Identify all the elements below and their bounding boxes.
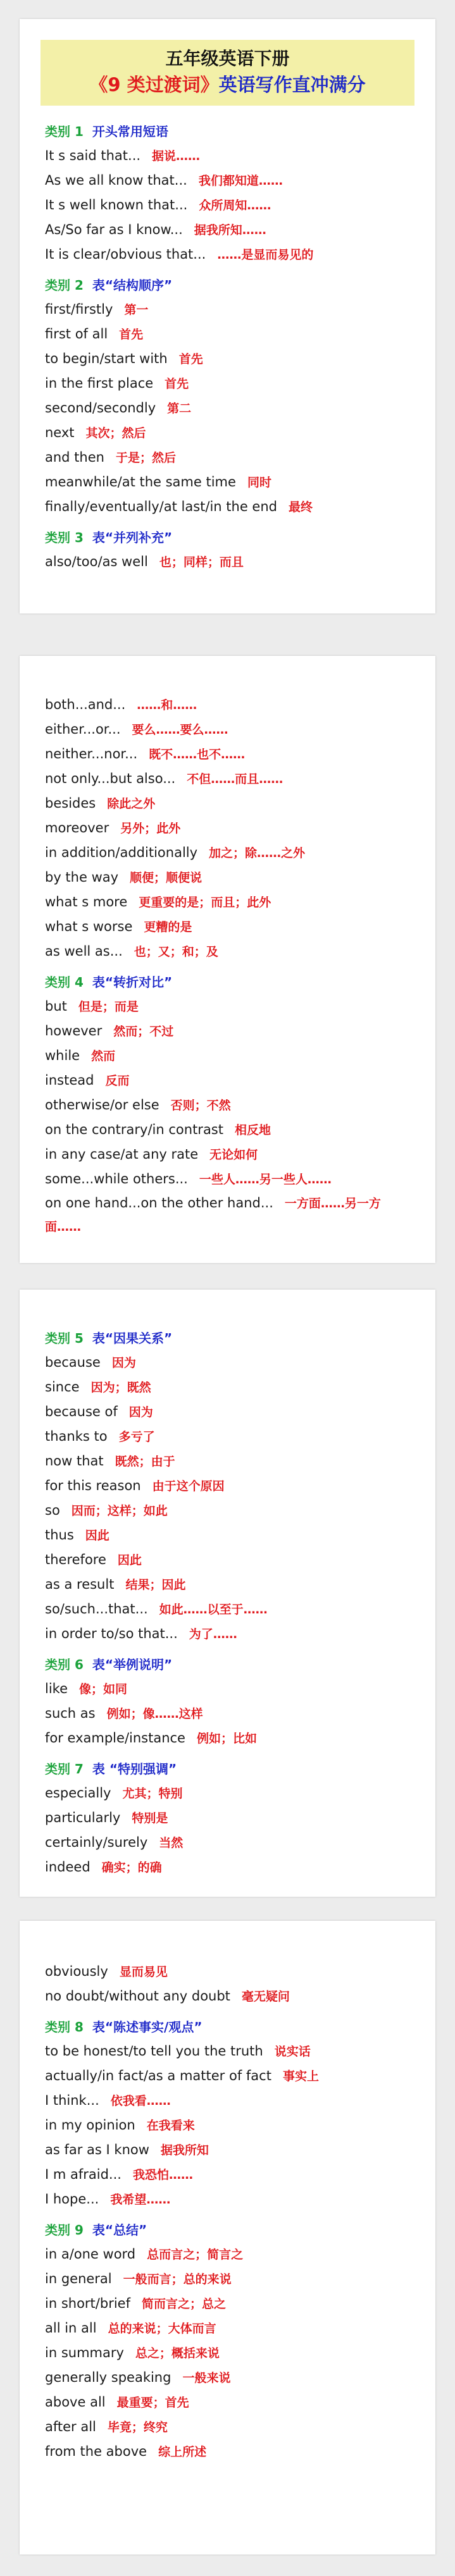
phrase-row — [45, 1701, 410, 1726]
category-heading — [45, 1757, 410, 1781]
category-name: 开头常用短语 — [92, 124, 168, 139]
category-label: 类别 2 — [45, 278, 84, 293]
phrase-english: in the first place — [45, 376, 154, 391]
phrase-chinese: 一方面……另一方面…… — [45, 1197, 381, 1234]
phrase-chinese: 当然 — [159, 1836, 184, 1850]
phrase-row — [45, 1677, 410, 1701]
phrase-english: in summary — [45, 2345, 124, 2360]
phrase-chinese: 但是；而是 — [78, 1000, 139, 1014]
phrase-chinese: 总而言之；简言之 — [147, 2248, 244, 2262]
phrase-chinese: 总的来说；大体而言 — [108, 2322, 216, 2336]
title-banner — [41, 40, 414, 106]
phrase-row — [45, 915, 410, 939]
category-heading — [45, 273, 410, 297]
phrase-chinese: 像；如同 — [79, 1682, 128, 1696]
section-c7 — [45, 1757, 410, 1880]
phrase-chinese: 总之；概括来说 — [135, 2346, 220, 2360]
phrase-chinese: 相反地 — [234, 1123, 271, 1137]
phrase-english: first/firstly — [45, 302, 113, 317]
phrase-row — [45, 550, 410, 574]
phrase-chinese: 尤其；特别 — [122, 1787, 183, 1801]
phrase-chinese: 综上所述 — [158, 2445, 207, 2459]
phrase-chinese: 特别是 — [132, 1811, 168, 1825]
phrase-english: instead — [45, 1073, 94, 1088]
page-card-1 — [20, 19, 435, 613]
category-label: 类别 8 — [45, 2019, 84, 2035]
phrase-row — [45, 1449, 410, 1474]
section-c3 — [45, 526, 410, 574]
phrase-chinese: 既不……也不…… — [149, 748, 246, 761]
phrase-row — [45, 1167, 410, 1192]
phrase-chinese: 也；同样；而且 — [159, 555, 244, 569]
phrase-row — [45, 2316, 410, 2341]
phrase-english: in a/one word — [45, 2246, 136, 2262]
section-c5 — [45, 1326, 410, 1646]
phrase-row — [45, 2415, 410, 2439]
phrase-row — [45, 2187, 410, 2212]
phrase-chinese: 我恐怕…… — [132, 2168, 193, 2182]
phrase-chinese: 确实；的确 — [101, 1861, 162, 1875]
phrase-chinese: 不但……而且…… — [187, 772, 284, 786]
phrase-row — [45, 1830, 410, 1855]
category-label: 类别 7 — [45, 1761, 84, 1777]
phrase-row — [45, 347, 410, 371]
phrase-english: from the above — [45, 2444, 147, 2459]
phrase-english: as far as I know — [45, 2142, 149, 2157]
phrase-row — [45, 890, 410, 915]
phrase-row — [45, 2341, 410, 2365]
phrase-english: obviously — [45, 1964, 108, 1979]
phrase-english: above all — [45, 2394, 106, 2410]
phrase-chinese: 否则；不然 — [170, 1099, 231, 1112]
phrase-english: I hope... — [45, 2191, 99, 2207]
phrase-english: to be honest/to tell you the truth — [45, 2043, 263, 2059]
phrase-chinese: 说实话 — [274, 2045, 311, 2059]
phrase-english: as a result — [45, 1577, 115, 1592]
phrase-row — [45, 421, 410, 445]
phrase-row — [45, 2242, 410, 2267]
phrase-chinese: ……和…… — [137, 698, 197, 712]
phrase-row — [45, 1498, 410, 1523]
subtitle-blue: 英语写作直冲满分 — [218, 74, 366, 96]
phrase-row — [45, 371, 410, 396]
phrase-row — [45, 445, 410, 470]
phrase-chinese: 例如；比如 — [196, 1732, 257, 1746]
phrase-english: because of — [45, 1404, 118, 1419]
phrase-english: but — [45, 999, 67, 1014]
phrase-english: in general — [45, 2271, 112, 2286]
phrase-english: It s well known that... — [45, 197, 188, 213]
phrase-chinese: ……是显而易见的 — [217, 248, 314, 262]
phrase-row — [45, 2390, 410, 2415]
section-c2 — [45, 273, 410, 519]
phrase-row — [45, 218, 410, 242]
phrase-row — [45, 742, 410, 767]
phrase-chinese: 由于这个原因 — [152, 1479, 225, 1493]
phrase-row — [45, 2267, 410, 2291]
phrase-row — [45, 495, 410, 519]
phrase-chinese: 其次；然后 — [85, 426, 146, 440]
phrase-english: such as — [45, 1706, 96, 1721]
phrase-english: for this reason — [45, 1478, 141, 1493]
phrase-chinese: 据我所知 — [160, 2143, 209, 2157]
phrase-row — [45, 939, 410, 964]
phrase-chinese: 顺便；顺便说 — [130, 871, 203, 885]
phrase-english: indeed — [45, 1859, 90, 1875]
phrase-english: to begin/start with — [45, 351, 168, 366]
phrase-row — [45, 865, 410, 890]
category-label: 类别 5 — [45, 1331, 84, 1346]
phrase-chinese: 毕竟；终究 — [107, 2420, 168, 2434]
phrase-chinese: 据说…… — [152, 149, 201, 163]
phrase-chinese: 更糟的是 — [144, 920, 192, 934]
phrase-chinese: 反而 — [105, 1074, 130, 1088]
category-label: 类别 4 — [45, 975, 84, 990]
phrase-chinese: 我希望…… — [110, 2193, 171, 2207]
phrase-chinese: 在我看来 — [146, 2119, 195, 2133]
phrase-row — [45, 144, 410, 168]
phrase-english: however — [45, 1023, 103, 1038]
phrase-row — [45, 693, 410, 717]
phrase-chinese: 因为 — [128, 1405, 153, 1419]
phrase-english: what s more — [45, 894, 128, 909]
phrase-english: As/So far as I know... — [45, 222, 183, 237]
category-label: 类别 1 — [45, 124, 84, 139]
phrase-chinese: 最重要；首先 — [116, 2396, 189, 2410]
phrase-chinese: 例如；像……这样 — [106, 1707, 203, 1721]
category-name: 表“举例说明” — [92, 1657, 173, 1672]
phrase-chinese: 结果；因此 — [125, 1578, 186, 1592]
phrase-chinese: 同时 — [247, 476, 271, 490]
phrase-row — [45, 1400, 410, 1424]
section-c7-continued — [45, 1959, 410, 2009]
phrase-english: I m afraid... — [45, 2167, 122, 2182]
phrase-english: I think... — [45, 2093, 99, 2108]
phrase-chinese: 因为；既然 — [90, 1381, 151, 1395]
phrase-chinese: 于是；然后 — [115, 451, 176, 465]
phrase-english: on the contrary/in contrast — [45, 1122, 223, 1137]
phrase-row — [45, 1597, 410, 1622]
phrase-english: neither...nor... — [45, 746, 138, 761]
phrase-row — [45, 1068, 410, 1093]
phrase-english: like — [45, 1681, 68, 1696]
phrase-row — [45, 717, 410, 742]
phrase-english: also/too/as well — [45, 554, 148, 569]
phrase-chinese: 更重要的是；而且；此外 — [139, 896, 271, 909]
phrase-chinese: 另外；此外 — [120, 822, 181, 835]
phrase-english: in any case/at any rate — [45, 1147, 199, 1162]
category-name: 表“结构顺序” — [92, 278, 173, 293]
phrase-chinese: 最终 — [289, 500, 313, 514]
phrase-chinese: 据我所知…… — [194, 223, 266, 237]
phrase-chinese: 然而；不过 — [113, 1025, 174, 1038]
phrase-english: It s said that... — [45, 148, 141, 163]
phrase-row — [45, 1375, 410, 1400]
section-c9 — [45, 2218, 410, 2464]
phrase-row — [45, 1726, 410, 1751]
category-heading — [45, 526, 410, 550]
phrase-chinese: 首先 — [178, 352, 203, 366]
category-name: 表“并列补充” — [92, 530, 173, 545]
phrase-english: while — [45, 1048, 80, 1063]
phrase-row — [45, 1019, 410, 1044]
phrase-english: not only...but also... — [45, 771, 176, 786]
phrase-english: particularly — [45, 1810, 121, 1825]
phrase-chinese: 我们都知道…… — [198, 174, 283, 188]
phrase-row — [45, 1474, 410, 1498]
category-heading — [45, 2218, 410, 2242]
category-name: 表“因果关系” — [92, 1331, 173, 1346]
phrase-english: what s worse — [45, 919, 133, 934]
phrase-english: for example/instance — [45, 1730, 185, 1746]
phrase-row — [45, 1855, 410, 1880]
phrase-chinese: 如此……以至于…… — [159, 1603, 268, 1617]
phrase-row — [45, 470, 410, 495]
category-name: 表“陈述事实/观点” — [92, 2019, 203, 2035]
phrase-row — [45, 2039, 410, 2064]
phrase-english: As we all know that... — [45, 173, 187, 188]
phrase-row — [45, 1523, 410, 1548]
phrase-english: second/secondly — [45, 400, 156, 416]
phrase-row — [45, 1350, 410, 1375]
phrase-chinese: 因此 — [117, 1553, 142, 1567]
phrase-english: after all — [45, 2419, 96, 2434]
phrase-english: no doubt/without any doubt — [45, 1988, 230, 2004]
phrase-chinese: 毫无疑问 — [241, 1990, 290, 2004]
phrase-row — [45, 168, 410, 193]
phrase-chinese: 一般而言；总的来说 — [123, 2272, 232, 2286]
phrase-english: therefore — [45, 1552, 106, 1567]
phrase-english: certainly/surely — [45, 1835, 148, 1850]
phrase-chinese: 多亏了 — [118, 1430, 155, 1444]
phrase-english: besides — [45, 796, 96, 811]
phrase-chinese: 事实上 — [282, 2069, 319, 2083]
phrase-chinese: 然而 — [91, 1049, 116, 1063]
section-c8 — [45, 2015, 410, 2212]
phrase-row — [45, 816, 410, 841]
phrase-row — [45, 1984, 410, 2009]
page-title: 五年级英语下册 — [165, 48, 290, 69]
section-c6 — [45, 1653, 410, 1751]
category-label: 类别 3 — [45, 530, 84, 545]
category-heading — [45, 1326, 410, 1350]
phrase-chinese: 加之；除……之外 — [209, 846, 306, 860]
category-heading — [45, 1653, 410, 1677]
phrase-chinese: 为了…… — [189, 1627, 237, 1641]
phrase-english: in my opinion — [45, 2117, 135, 2133]
phrase-row — [45, 1118, 410, 1142]
phrase-english: next — [45, 425, 75, 440]
phrase-row — [45, 396, 410, 421]
phrase-chinese: 无论如何 — [209, 1148, 258, 1162]
phrase-row — [45, 2365, 410, 2390]
phrase-chinese: 众所周知…… — [199, 199, 271, 213]
phrase-english: finally/eventually/at last/in the end — [45, 499, 277, 514]
phrase-english: both...and... — [45, 697, 126, 712]
category-label: 类别 9 — [45, 2222, 84, 2238]
phrase-english: moreover — [45, 820, 109, 835]
phrase-row — [45, 1093, 410, 1118]
phrase-row — [45, 2439, 410, 2464]
phrase-row — [45, 1192, 410, 1238]
phrase-english: as well as... — [45, 944, 123, 959]
phrase-chinese: 第二 — [167, 402, 192, 416]
category-name: 表“总结” — [92, 2222, 147, 2238]
phrase-row — [45, 322, 410, 347]
phrase-chinese: 要么……要么…… — [132, 723, 228, 737]
phrase-row — [45, 2064, 410, 2088]
phrase-row — [45, 1781, 410, 1806]
phrase-english: in order to/so that... — [45, 1626, 178, 1641]
section-c4 — [45, 970, 410, 1238]
phrase-row — [45, 2291, 410, 2316]
phrase-english: meanwhile/at the same time — [45, 474, 236, 490]
phrase-english: thus — [45, 1527, 74, 1543]
category-name: 表“转折对比” — [92, 975, 173, 990]
category-heading — [45, 120, 410, 144]
category-name: 表 “特别强调” — [92, 1761, 177, 1777]
phrase-row — [45, 242, 410, 267]
phrase-chinese: 第一 — [124, 303, 149, 317]
page-card-3 — [20, 1290, 435, 1897]
phrase-row — [45, 1572, 410, 1597]
phrase-chinese: 一些人……另一些人…… — [199, 1173, 332, 1186]
phrase-english: since — [45, 1379, 80, 1395]
phrase-row — [45, 1806, 410, 1830]
phrase-row — [45, 1548, 410, 1572]
phrase-chinese: 显而易见 — [119, 1965, 168, 1979]
category-label: 类别 6 — [45, 1657, 84, 1672]
phrase-english: so/such...that... — [45, 1601, 148, 1617]
phrase-english: and then — [45, 450, 104, 465]
phrase-chinese: 因为 — [111, 1356, 136, 1370]
phrase-row — [45, 2113, 410, 2138]
phrase-english: generally speaking — [45, 2370, 171, 2385]
section-c1 — [45, 120, 410, 267]
phrase-row — [45, 1959, 410, 1984]
phrase-row — [45, 1424, 410, 1449]
phrase-english: actually/in fact/as a matter of fact — [45, 2068, 271, 2083]
phrase-english: first of all — [45, 326, 108, 342]
category-heading — [45, 970, 410, 994]
phrase-row — [45, 2088, 410, 2113]
phrase-english: thanks to — [45, 1429, 108, 1444]
phrase-chinese: 首先 — [119, 328, 144, 342]
phrase-row — [45, 1044, 410, 1068]
phrase-row — [45, 994, 410, 1019]
phrase-row — [45, 193, 410, 218]
subtitle-red: 《9 类过渡词》 — [89, 74, 219, 96]
category-heading — [45, 2015, 410, 2039]
phrase-english: because — [45, 1355, 101, 1370]
phrase-chinese: 简而言之；总之 — [141, 2297, 226, 2311]
phrase-english: all in all — [45, 2320, 97, 2336]
phrase-chinese: 因而；这样；如此 — [71, 1504, 168, 1518]
phrase-english: in short/brief — [45, 2296, 130, 2311]
phrase-row — [45, 767, 410, 791]
phrase-english: otherwise/or else — [45, 1097, 159, 1112]
phrase-chinese: 依我看…… — [110, 2094, 171, 2108]
phrase-english: either...or... — [45, 722, 121, 737]
phrase-row — [45, 841, 410, 865]
phrase-english: now that — [45, 1453, 104, 1469]
phrase-row — [45, 297, 410, 322]
phrase-row — [45, 791, 410, 816]
phrase-chinese: 一般来说 — [182, 2371, 231, 2385]
phrase-english: on one hand...on the other hand... — [45, 1195, 273, 1211]
phrase-english: some...while others... — [45, 1171, 188, 1186]
phrase-chinese: 因此 — [85, 1529, 109, 1543]
page-card-4 — [20, 1921, 435, 2554]
phrase-row — [45, 1622, 410, 1646]
page-card-2 — [20, 656, 435, 1263]
phrase-row — [45, 2162, 410, 2187]
phrase-chinese: 首先 — [165, 377, 189, 391]
phrase-english: It is clear/obvious that... — [45, 247, 206, 262]
phrase-english: in addition/additionally — [45, 845, 198, 860]
phrase-chinese: 除此之外 — [107, 797, 156, 811]
phrase-english: especially — [45, 1785, 111, 1801]
page-subtitle — [41, 71, 414, 98]
phrase-chinese: 也；又；和；及 — [134, 945, 218, 959]
phrase-row — [45, 2138, 410, 2162]
phrase-english: so — [45, 1503, 60, 1518]
section-c3-continued — [45, 693, 410, 964]
phrase-row — [45, 1142, 410, 1167]
phrase-english: by the way — [45, 870, 119, 885]
phrase-chinese: 既然；由于 — [115, 1455, 175, 1469]
